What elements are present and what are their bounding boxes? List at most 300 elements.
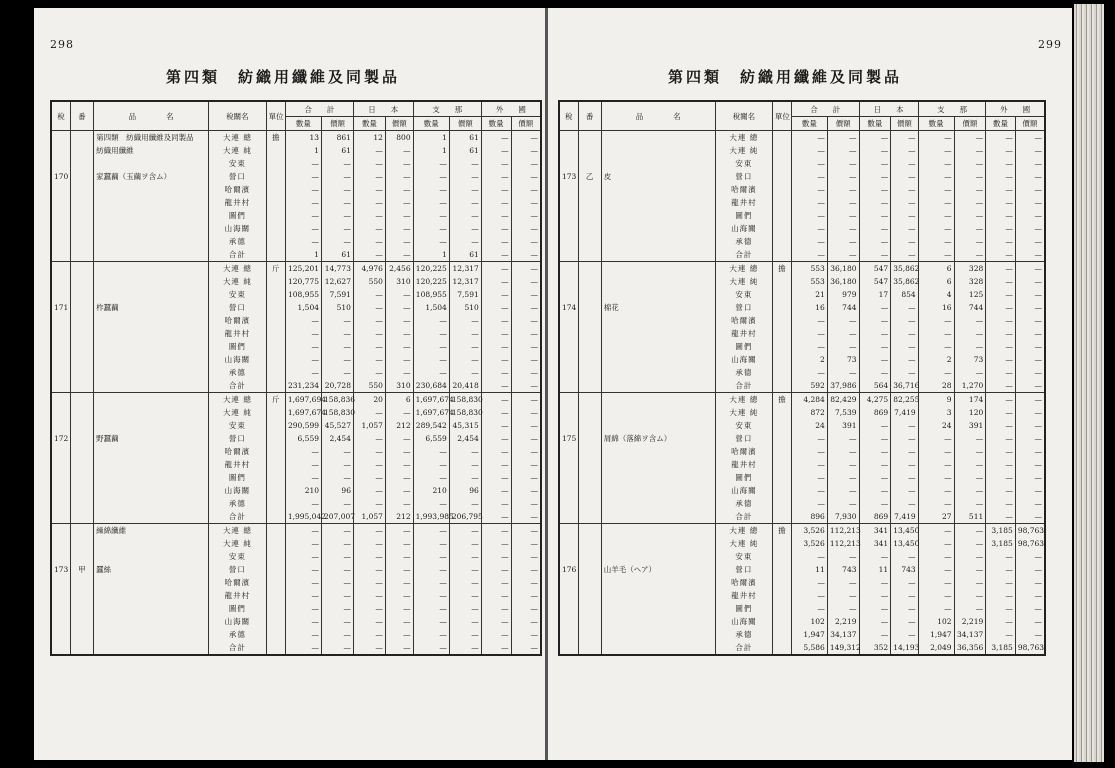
value-cell: —: [986, 235, 1016, 248]
value-cell: —: [322, 628, 354, 641]
value-cell: 27: [918, 510, 954, 524]
sub-header: 數量: [413, 117, 449, 131]
value-cell: —: [449, 314, 481, 327]
value-cell: —: [353, 550, 385, 563]
table-row: [51, 458, 541, 471]
value-cell: —: [954, 524, 986, 538]
value-cell: —: [954, 248, 986, 262]
value-cell: —: [827, 340, 859, 353]
unit: [266, 497, 285, 510]
value-cell: 352: [859, 641, 891, 655]
item-sub: [578, 550, 601, 563]
value-cell: —: [986, 183, 1016, 196]
item-name: [601, 497, 715, 510]
item-name: [601, 602, 715, 615]
value-cell: —: [285, 458, 321, 471]
tax-header: 稅: [51, 101, 70, 131]
value-cell: —: [481, 445, 511, 458]
item-sub: [70, 497, 93, 510]
tax-code: [51, 471, 70, 484]
tax-code: [559, 327, 578, 340]
right-page: [548, 8, 1072, 760]
value-cell: —: [511, 131, 541, 145]
value-cell: —: [285, 497, 321, 510]
value-cell: —: [385, 209, 413, 222]
value-cell: —: [322, 471, 354, 484]
value-cell: 61: [322, 144, 354, 157]
unit: [266, 366, 285, 379]
value-cell: —: [791, 550, 827, 563]
value-cell: —: [481, 393, 511, 407]
value-cell: —: [1015, 353, 1045, 366]
table-row: [559, 484, 1045, 497]
item-name: [94, 406, 209, 419]
value-cell: 120,225: [413, 275, 449, 288]
tax-code: [51, 576, 70, 589]
item-name: [94, 314, 209, 327]
value-cell: —: [449, 641, 481, 655]
customs-name: 營口: [715, 563, 772, 576]
table-row: [51, 144, 541, 157]
unit: [266, 353, 285, 366]
customs-name: 大連 純: [209, 537, 267, 550]
item-name: [601, 445, 715, 458]
value-cell: —: [511, 327, 541, 340]
value-cell: 35,862: [891, 275, 918, 288]
value-cell: —: [385, 366, 413, 379]
value-cell: —: [791, 471, 827, 484]
tax-code: [559, 275, 578, 288]
value-cell: 547: [859, 275, 891, 288]
value-cell: —: [954, 366, 986, 379]
customs-name: 山海關: [715, 484, 772, 497]
value-cell: —: [449, 157, 481, 170]
customs-name: 大連 總: [715, 262, 772, 276]
unit: [266, 641, 285, 655]
value-cell: 61: [322, 248, 354, 262]
table-row: [559, 589, 1045, 602]
value-cell: 3,526: [791, 537, 827, 550]
tax-code: 174: [559, 301, 578, 314]
value-cell: 3,185: [986, 537, 1016, 550]
unit: 斤: [266, 393, 285, 407]
value-cell: —: [322, 222, 354, 235]
value-cell: 158,830: [449, 406, 481, 419]
item-name: [601, 524, 715, 538]
customs-name: 承德: [209, 628, 267, 641]
tax-code: [51, 393, 70, 407]
value-cell: 1,057: [353, 510, 385, 524]
table-row: [559, 209, 1045, 222]
value-cell: —: [859, 628, 891, 641]
table-row: [51, 419, 541, 432]
unit: [772, 248, 791, 262]
value-cell: —: [859, 196, 891, 209]
table-row: [559, 327, 1045, 340]
value-cell: —: [1015, 419, 1045, 432]
item-sub: [578, 641, 601, 655]
value-cell: —: [481, 222, 511, 235]
unit: [266, 458, 285, 471]
value-cell: —: [1015, 275, 1045, 288]
value-cell: —: [859, 248, 891, 262]
unit: [266, 209, 285, 222]
customs-name: 營口: [209, 170, 267, 183]
value-cell: —: [918, 209, 954, 222]
customs-name: 合計: [715, 641, 772, 655]
value-cell: —: [859, 235, 891, 248]
tax-code: [51, 262, 70, 276]
value-cell: —: [413, 458, 449, 471]
group-header: 日 本: [353, 101, 413, 117]
value-cell: —: [481, 406, 511, 419]
value-cell: —: [891, 471, 918, 484]
value-cell: —: [827, 222, 859, 235]
value-cell: 98,763: [1015, 537, 1045, 550]
value-cell: —: [511, 471, 541, 484]
value-cell: —: [891, 353, 918, 366]
value-cell: 1,993,985: [413, 510, 449, 524]
value-cell: —: [827, 144, 859, 157]
value-cell: —: [449, 353, 481, 366]
item-name: [601, 406, 715, 419]
item-sub: [70, 222, 93, 235]
item-name: 家蠶繭（玉繭ヲ含ム）: [94, 170, 209, 183]
value-cell: —: [891, 445, 918, 458]
value-cell: —: [918, 131, 954, 145]
unit: [772, 537, 791, 550]
value-cell: —: [449, 563, 481, 576]
value-cell: —: [481, 196, 511, 209]
tax-code: [559, 144, 578, 157]
customs-name: 安東: [715, 288, 772, 301]
table-row: [51, 170, 541, 183]
unit: [772, 144, 791, 157]
tax-code: [559, 589, 578, 602]
value-cell: 120,775: [285, 275, 321, 288]
value-cell: —: [1015, 248, 1045, 262]
unit-header: 單位: [772, 101, 791, 131]
value-cell: —: [1015, 628, 1045, 641]
value-cell: 14,193: [891, 641, 918, 655]
value-cell: —: [511, 340, 541, 353]
customs-name: 承德: [715, 497, 772, 510]
value-cell: —: [986, 550, 1016, 563]
value-cell: —: [891, 589, 918, 602]
unit: [266, 327, 285, 340]
item-sub: [70, 301, 93, 314]
value-cell: —: [986, 510, 1016, 524]
value-cell: —: [1015, 366, 1045, 379]
value-cell: —: [827, 458, 859, 471]
value-cell: —: [353, 406, 385, 419]
unit: [266, 379, 285, 393]
value-cell: —: [954, 222, 986, 235]
value-cell: —: [285, 235, 321, 248]
tax-code: [51, 248, 70, 262]
value-cell: —: [322, 576, 354, 589]
customs-name: 營口: [209, 432, 267, 445]
table-row: [51, 353, 541, 366]
value-cell: —: [413, 576, 449, 589]
table-row: [51, 393, 541, 407]
table-row: [51, 589, 541, 602]
tax-code: [559, 628, 578, 641]
value-cell: —: [449, 550, 481, 563]
value-cell: 231,234: [285, 379, 321, 393]
unit: [266, 510, 285, 524]
value-cell: —: [511, 576, 541, 589]
table-row: [559, 628, 1045, 641]
value-cell: —: [791, 248, 827, 262]
customs-name: 大連 總: [715, 524, 772, 538]
value-cell: —: [954, 209, 986, 222]
item-name: 皮: [601, 170, 715, 183]
tax-code: [559, 419, 578, 432]
value-cell: —: [449, 209, 481, 222]
value-cell: —: [986, 222, 1016, 235]
value-cell: —: [1015, 432, 1045, 445]
value-cell: 7,419: [891, 510, 918, 524]
table-row: [51, 497, 541, 510]
value-cell: —: [385, 248, 413, 262]
sub-header: 價額: [322, 117, 354, 131]
value-cell: 2,049: [918, 641, 954, 655]
value-cell: —: [891, 209, 918, 222]
value-cell: —: [385, 537, 413, 550]
item-sub: [578, 497, 601, 510]
value-cell: —: [859, 209, 891, 222]
value-cell: —: [791, 196, 827, 209]
item-name: [601, 222, 715, 235]
value-cell: —: [986, 432, 1016, 445]
value-cell: 210: [413, 484, 449, 497]
value-cell: —: [385, 288, 413, 301]
value-cell: —: [285, 366, 321, 379]
value-cell: —: [285, 628, 321, 641]
item-sub: [70, 157, 93, 170]
value-cell: 82,429: [827, 393, 859, 407]
value-cell: —: [1015, 550, 1045, 563]
value-cell: —: [1015, 144, 1045, 157]
tax-code: [559, 615, 578, 628]
customs-name: 大連 總: [209, 524, 267, 538]
value-cell: 869: [859, 406, 891, 419]
value-cell: 96: [322, 484, 354, 497]
unit: [772, 131, 791, 145]
value-cell: —: [322, 235, 354, 248]
value-cell: —: [954, 183, 986, 196]
value-cell: —: [859, 353, 891, 366]
value-cell: 120: [954, 406, 986, 419]
value-cell: —: [353, 314, 385, 327]
value-cell: 12: [353, 131, 385, 145]
value-cell: —: [385, 157, 413, 170]
sub-header: 價額: [891, 117, 918, 131]
tax-code: [559, 576, 578, 589]
value-cell: —: [859, 484, 891, 497]
table-row: [51, 484, 541, 497]
value-cell: —: [481, 458, 511, 471]
item-name: [601, 157, 715, 170]
table-row: [559, 183, 1045, 196]
item-sub: [70, 589, 93, 602]
value-cell: —: [891, 576, 918, 589]
value-cell: 2,219: [827, 615, 859, 628]
unit: [772, 419, 791, 432]
unit: [266, 524, 285, 538]
sub-header: 數量: [285, 117, 321, 131]
value-cell: —: [954, 458, 986, 471]
item-name: [601, 235, 715, 248]
sub-header: 數量: [791, 117, 827, 131]
table-row: [559, 301, 1045, 314]
value-cell: —: [918, 458, 954, 471]
value-cell: —: [918, 576, 954, 589]
tax-code: [559, 484, 578, 497]
value-cell: —: [413, 196, 449, 209]
value-cell: —: [481, 537, 511, 550]
value-cell: —: [385, 484, 413, 497]
value-cell: —: [791, 131, 827, 145]
value-cell: —: [413, 615, 449, 628]
value-cell: —: [986, 379, 1016, 393]
value-cell: —: [511, 248, 541, 262]
item-name: [601, 641, 715, 655]
value-cell: 861: [322, 131, 354, 145]
customs-name: 大連 純: [209, 144, 267, 157]
unit: [772, 445, 791, 458]
value-cell: —: [827, 170, 859, 183]
value-cell: —: [353, 537, 385, 550]
value-cell: —: [827, 432, 859, 445]
value-cell: —: [385, 144, 413, 157]
item-name: 柞蠶繭: [94, 301, 209, 314]
value-cell: —: [353, 353, 385, 366]
value-cell: —: [986, 262, 1016, 276]
unit: [266, 406, 285, 419]
item-name: [601, 353, 715, 366]
value-cell: —: [511, 602, 541, 615]
value-cell: —: [385, 458, 413, 471]
value-cell: 102: [791, 615, 827, 628]
value-cell: —: [285, 550, 321, 563]
value-cell: —: [791, 327, 827, 340]
value-cell: —: [385, 170, 413, 183]
value-cell: —: [481, 327, 511, 340]
value-cell: —: [481, 471, 511, 484]
value-cell: —: [859, 419, 891, 432]
value-cell: —: [322, 563, 354, 576]
value-cell: —: [511, 144, 541, 157]
sub-header: 數量: [986, 117, 1016, 131]
value-cell: 12,317: [449, 262, 481, 276]
value-cell: —: [954, 314, 986, 327]
value-cell: —: [353, 170, 385, 183]
name-header: 品 名: [601, 101, 715, 131]
item-name: [94, 419, 209, 432]
value-cell: 1,947: [791, 628, 827, 641]
value-cell: —: [859, 314, 891, 327]
value-cell: —: [859, 550, 891, 563]
value-cell: —: [385, 471, 413, 484]
unit: [266, 589, 285, 602]
value-cell: —: [353, 524, 385, 538]
unit: [772, 366, 791, 379]
customs-name: 哈爾濱: [209, 445, 267, 458]
customs-header: 稅關名: [209, 101, 267, 131]
value-cell: —: [481, 301, 511, 314]
page-title: 第四類 紡織用纖維及同製品: [668, 68, 903, 86]
unit: [772, 563, 791, 576]
tax-code: [559, 406, 578, 419]
value-cell: 82,255: [891, 393, 918, 407]
value-cell: —: [891, 314, 918, 327]
tax-code: [51, 196, 70, 209]
item-name: [94, 471, 209, 484]
unit: [772, 183, 791, 196]
value-cell: —: [954, 340, 986, 353]
item-sub: [578, 563, 601, 576]
tax-code: [51, 209, 70, 222]
item-sub: [578, 524, 601, 538]
name-header: 品 名: [94, 101, 209, 131]
value-cell: —: [954, 144, 986, 157]
tax-code: [559, 353, 578, 366]
table-row: [559, 576, 1045, 589]
unit: [266, 550, 285, 563]
value-cell: —: [1015, 510, 1045, 524]
seq-header: 番: [578, 101, 601, 131]
value-cell: —: [1015, 497, 1045, 510]
value-cell: 20: [353, 393, 385, 407]
value-cell: 6,559: [285, 432, 321, 445]
unit: [772, 602, 791, 615]
value-cell: —: [322, 209, 354, 222]
value-cell: —: [385, 235, 413, 248]
value-cell: —: [481, 235, 511, 248]
value-cell: —: [986, 248, 1016, 262]
item-name: [94, 537, 209, 550]
value-cell: 73: [954, 353, 986, 366]
tax-code: [51, 524, 70, 538]
value-cell: —: [285, 157, 321, 170]
value-cell: 743: [827, 563, 859, 576]
value-cell: —: [481, 131, 511, 145]
value-cell: 125,201: [285, 262, 321, 276]
table-row: [559, 550, 1045, 563]
value-cell: —: [385, 497, 413, 510]
value-cell: —: [322, 183, 354, 196]
customs-name: 安東: [209, 419, 267, 432]
value-cell: —: [986, 131, 1016, 145]
left-page: [34, 8, 546, 760]
item-name: [94, 589, 209, 602]
value-cell: 212: [385, 510, 413, 524]
value-cell: —: [449, 170, 481, 183]
item-sub: [578, 144, 601, 157]
value-cell: —: [511, 314, 541, 327]
customs-name: 大連 純: [715, 275, 772, 288]
value-cell: —: [891, 458, 918, 471]
item-sub: [578, 510, 601, 524]
table-row: [51, 327, 541, 340]
table-row: [51, 563, 541, 576]
value-cell: —: [986, 471, 1016, 484]
value-cell: —: [322, 615, 354, 628]
value-cell: —: [954, 563, 986, 576]
customs-name: 龍井村: [209, 327, 267, 340]
